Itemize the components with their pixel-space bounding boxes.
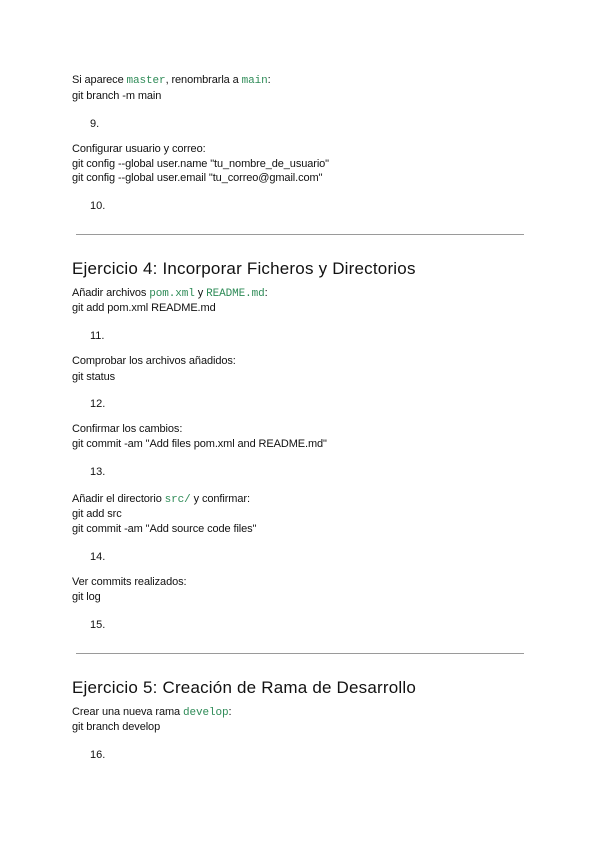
inline-code-main: main [241,75,268,87]
horizontal-divider [76,653,524,654]
instruction-text: , renombrarla a [165,74,242,86]
list-number: 15. [90,619,106,631]
command-line: git branch -m main [72,90,162,102]
instruction-create-branch [72,705,232,720]
command-line: git config --global user.name "tu_nombre_de_usuario" [72,158,329,170]
list-number: 9. [90,118,100,130]
instruction-text: Si aparece [72,74,127,86]
command-line: git branch develop [72,721,161,733]
instruction-add-directory [72,492,250,507]
instruction-text: y confirmar: [190,493,250,505]
list-number: 10. [90,200,106,212]
inline-code-src: src/ [164,494,191,506]
command-line: git config --global user.email "tu_correo@gmail.com" [72,172,323,184]
section-heading-ejercicio-5: Ejercicio 5: Creación de Rama de Desarrollo [72,678,417,697]
instruction-text: Añadir archivos [72,287,150,299]
instruction-text: : [267,74,271,86]
list-number: 14. [90,551,106,563]
instruction-text: y [194,287,207,299]
list-number: 13. [90,466,106,478]
command-line: git status [72,371,116,383]
instruction-text: : [264,287,268,299]
inline-code-readme-md: README.md [206,288,265,300]
inline-code-master: master [126,75,166,87]
instruction-text: Crear una nueva rama [72,706,184,718]
instruction-rename-branch [72,73,271,88]
list-number: 12. [90,398,106,410]
instruction-config-user: Configurar usuario y correo: [72,143,206,155]
section-heading-ejercicio-4: Ejercicio 4: Incorporar Ficheros y Directorios [72,259,416,278]
inline-code-pom-xml: pom.xml [149,288,195,300]
instruction-text: : [228,706,232,718]
list-number: 11. [90,330,105,342]
inline-code-develop: develop [183,707,229,719]
command-line: git commit -am "Add source code files" [72,523,257,535]
command-line: git add src [72,508,122,520]
command-line: git commit -am "Add files pom.xml and README.md" [72,438,327,450]
command-line: git log [72,591,101,603]
command-line: git add pom.xml README.md [72,302,216,314]
horizontal-divider [76,234,524,235]
instruction-view-commits: Ver commits realizados: [72,576,187,588]
list-number: 16. [90,749,106,761]
instruction-commit-changes: Confirmar los cambios: [72,423,183,435]
instruction-check-files: Comprobar los archivos añadidos: [72,355,236,367]
instruction-text: Añadir el directorio [72,493,165,505]
instruction-add-files [72,286,268,301]
